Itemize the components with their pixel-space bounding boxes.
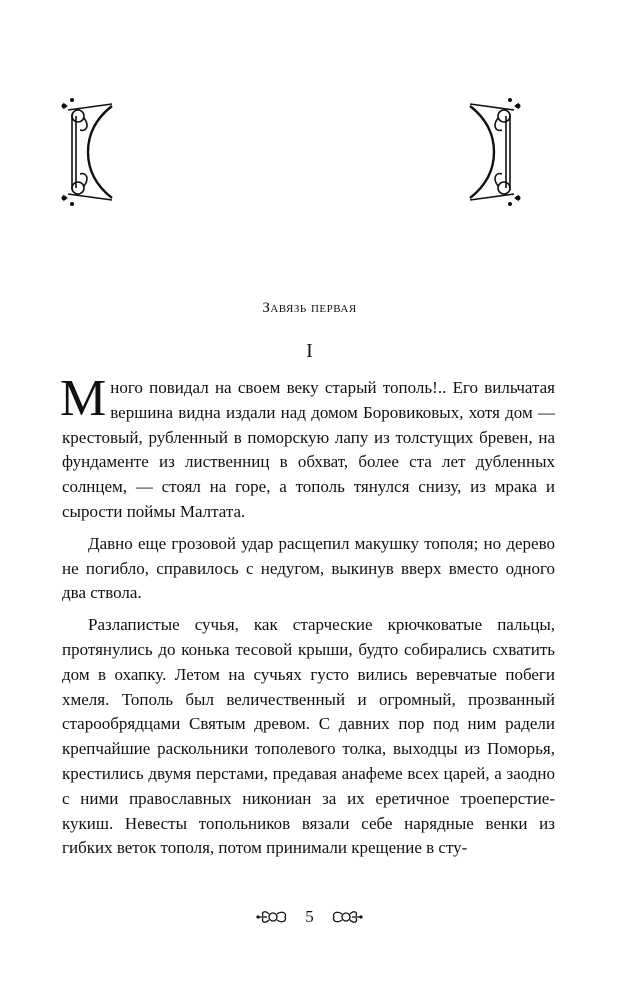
drop-cap: М (60, 370, 107, 427)
paragraph-1 (60, 370, 555, 525)
paragraph-1-text: ного повидал на своем веку старый тополь!.. Его вильчатая вершина видна издали над домом Боровиковых, хотя дом — крестовый, рубленный в поморскую лапу из толстущих бревен, на фундаменте из лиственниц в обхват, более ста лет дубленных солнцем, — стоял на горе, а тополь тянулся снизу, из мрака и сырости поймы Малтата. (62, 378, 555, 521)
page-footer (0, 906, 619, 927)
paragraph-2: Давно еще грозовой удар расщепил макушку тополя; но дерево не погибло, справилось с недугом, выкинув вверх вместо одного два ствола. (62, 533, 555, 603)
body-text (60, 370, 555, 861)
flourish-left-icon (255, 908, 291, 926)
paragraph-3: Разлапистые сучья, как старческие крючковатые пальцы, протянулись до конька тесовой крыши, будто собирались схватить дом в охапку. Летом на сучьях густо вились веревчатые побеги хмеля. Тополь был величественный и огромный, прозванный старообрядцами Святым древом. С давних пор под ним радели крепчайшие раскольники тополевого толка, выходцы из Поморья, крестились двумя перстами, предавая анафеме всех царей, а заодно с ними православных никониан за их еретичное троеперстие-кукиш. Невесты топольников вязали себе нарядные венки из гибких веток тополя, потом принимали крещение в сту- (62, 615, 555, 858)
chapter-title: Завязь первая (262, 300, 357, 316)
flourish-right-icon (328, 908, 364, 926)
corner-ornament-left-icon (58, 96, 116, 208)
corner-ornament-right-icon (466, 96, 524, 208)
page-number: 5 (305, 907, 314, 927)
chapter-number: I (306, 340, 313, 362)
